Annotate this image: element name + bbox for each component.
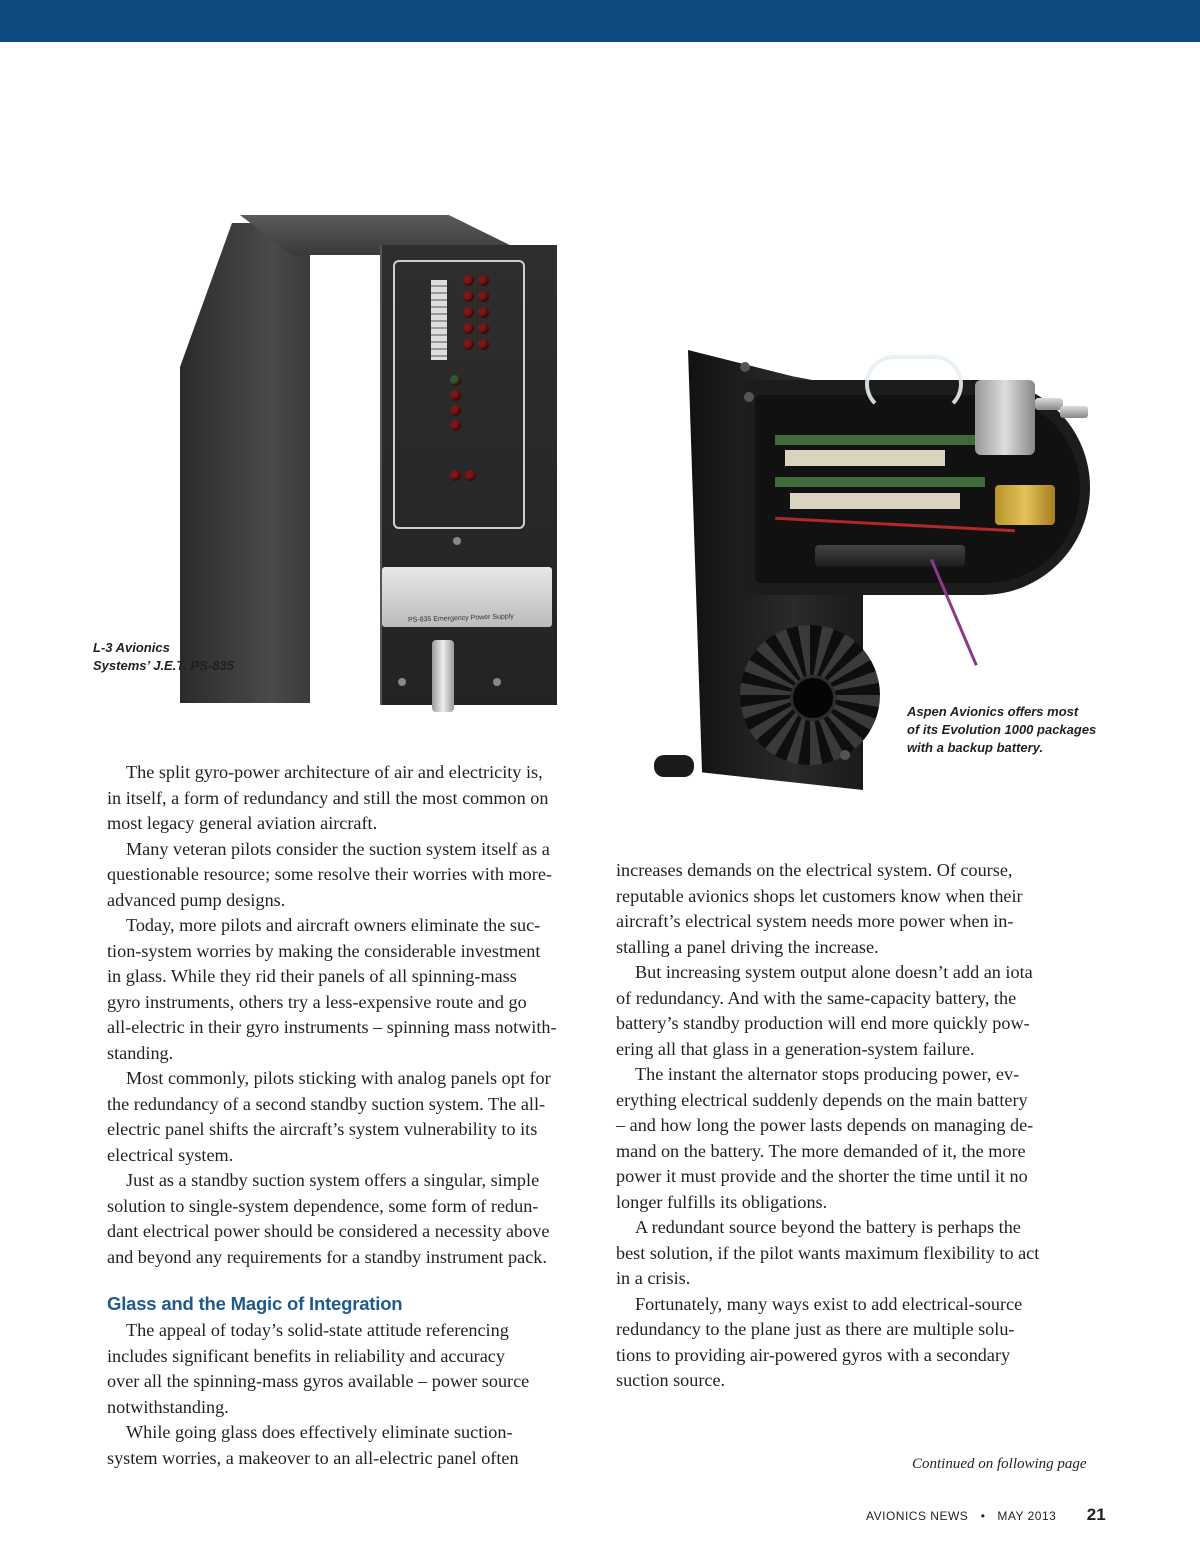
- mounting-bracket: [975, 380, 1035, 455]
- text-line: increases demands on the electrical system. Of course,: [616, 860, 1013, 880]
- backup-battery: [815, 545, 965, 567]
- caption-line: with a backup battery.: [907, 740, 1044, 755]
- voltage-led: [450, 405, 461, 416]
- circuit-board: [775, 477, 985, 487]
- text-line: includes significant benefits in reliability and accuracy: [107, 1345, 505, 1366]
- cell-led: [478, 339, 489, 350]
- text-line: Most commonly, pilots sticking with analog panels opt for: [126, 1068, 551, 1088]
- wire: [775, 517, 1015, 533]
- cell-led: [463, 275, 474, 286]
- text-line: longer fulfills its obligations.: [616, 1191, 828, 1212]
- knob-center: [790, 675, 836, 721]
- screw-icon: [398, 678, 406, 686]
- text-line: tions to providing air-powered gyros with a secondary: [616, 1344, 1011, 1365]
- text-line: best solution, if the pilot wants maximum flexibility to act: [616, 1242, 1040, 1263]
- footer-separator: •: [980, 1509, 985, 1523]
- heater-led: [450, 470, 461, 481]
- circuit-card: [790, 493, 960, 509]
- unit-side-panel: [180, 223, 310, 703]
- text-line: power it must provide and the shorter the time until it no: [616, 1166, 1028, 1186]
- text-line: – and how long the power lasts depends on managing de-: [616, 1115, 1034, 1135]
- gold-connector: [995, 485, 1055, 525]
- text-line: advanced pump designs.: [107, 889, 286, 910]
- circuit-board: [775, 435, 975, 445]
- text-line: The instant the alternator stops producing power, ev-: [635, 1064, 1020, 1084]
- cell-led: [478, 307, 489, 318]
- screw-icon: [453, 537, 461, 545]
- text-line: system worries, a makeover to an all-electric panel often: [107, 1447, 519, 1468]
- text-line: dant electrical power should be considered a necessity above: [107, 1221, 550, 1241]
- text-line: notwithstanding.: [107, 1396, 229, 1417]
- text-line: A redundant source beyond the battery is perhaps the: [635, 1217, 1021, 1237]
- text-line: Just as a standby suction system offers a singular, simple: [126, 1170, 540, 1190]
- text-line: Many veteran pilots consider the suction system itself as a: [126, 838, 550, 859]
- text-line: electric panel shifts the aircraft’s system vulnerability to its: [107, 1119, 538, 1139]
- aspen-caption: [907, 703, 1096, 757]
- text-line: in itself, a form of redundancy and still the most common on: [107, 787, 549, 808]
- caption-line: Systems’ J.E.T. PS-835: [93, 658, 234, 673]
- text-line: most legacy general aviation aircraft.: [107, 813, 378, 833]
- top-banner-bar: [0, 0, 1200, 42]
- screw-icon: [740, 362, 750, 372]
- text-line: questionable resource; some resolve their worries with more-: [107, 864, 552, 884]
- mounting-clamp: [432, 640, 454, 712]
- text-line: the redundancy of a second standby suction system. The all-: [107, 1093, 546, 1114]
- pneumatic-fitting: [1060, 406, 1088, 418]
- text-line: Today, more pilots and aircraft owners eliminate the suc-: [126, 915, 541, 935]
- cell-led: [463, 339, 474, 350]
- text-line: in a crisis.: [616, 1268, 691, 1288]
- text-line: suction source.: [616, 1370, 726, 1390]
- text-line: Fortunately, many ways exist to add electrical-source: [635, 1293, 1023, 1314]
- cell-led: [463, 291, 474, 302]
- section-heading: Glass and the Magic of Integration: [107, 1293, 403, 1314]
- text-line: solution to single-system dependence, some form of redun-: [107, 1195, 539, 1216]
- text-line: electrical system.: [107, 1144, 234, 1165]
- pneumatic-tubing: [865, 355, 963, 413]
- circuit-card: [785, 450, 945, 466]
- text-line: The split gyro-power architecture of air and electricity is,: [126, 762, 543, 782]
- screw-icon: [493, 678, 501, 686]
- text-line: mand on the battery. The more demanded of it, the more: [616, 1140, 1026, 1161]
- heater-led: [465, 470, 476, 481]
- caption-line: of its Evolution 1000 packages: [907, 722, 1097, 737]
- voltage-led: [450, 420, 461, 431]
- text-line: of redundancy. And with the same-capacity battery, the: [616, 987, 1017, 1008]
- ps835-caption: [93, 639, 234, 675]
- text-line: But increasing system output alone doesn’t add an iota: [635, 962, 1033, 982]
- caption-line: Aspen Avionics offers most: [907, 704, 1079, 719]
- text-line: ering all that glass in a generation-system failure.: [616, 1038, 975, 1059]
- text-line: battery’s standby production will end more quickly pow-: [616, 1013, 1030, 1033]
- text-line: gyro instruments, others try a less-expensive route and go: [107, 991, 527, 1012]
- charging-led: [450, 375, 461, 386]
- cell-led: [478, 323, 489, 334]
- text-line: aircraft’s electrical system needs more power when in-: [616, 911, 1014, 931]
- text-line: stalling a panel driving the increase.: [616, 936, 879, 957]
- cell-test-display: [431, 280, 447, 360]
- text-line: erything electrical suddenly depends on the main battery: [616, 1089, 1028, 1110]
- text-line: The appeal of today’s solid-state attitude referencing: [126, 1320, 509, 1340]
- pneumatic-fitting: [1035, 398, 1063, 410]
- cell-led: [478, 275, 489, 286]
- text-line: all-electric in their gyro instruments – spinning mass notwith-: [107, 1017, 557, 1037]
- left-column-text: [107, 760, 587, 1270]
- ps835-label-text: PS-835 Emergency Power Supply: [407, 613, 514, 624]
- cell-led: [463, 307, 474, 318]
- text-line: over all the spinning-mass gyros available – power source: [107, 1371, 530, 1391]
- text-line: standing.: [107, 1042, 174, 1063]
- text-line: reputable avionics shops let customers know when their: [616, 885, 1023, 906]
- screw-icon: [744, 392, 754, 402]
- bezel-knob-stub: [654, 755, 694, 777]
- text-line: While going glass does effectively eliminate suction-: [126, 1422, 513, 1442]
- caption-line: L-3 Avionics: [93, 640, 170, 655]
- text-line: tion-system worries by making the considerable investment: [107, 940, 541, 961]
- text-line: and beyond any requirements for a standby instrument pack.: [107, 1246, 547, 1267]
- left-column-text-2: [107, 1318, 587, 1471]
- text-line: redundancy to the plane just as there are multiple solu-: [616, 1319, 1015, 1339]
- page-number: 21: [1086, 1505, 1106, 1524]
- voltage-led: [450, 390, 461, 401]
- publication-name: AVIONICS NEWS: [866, 1509, 969, 1523]
- page-footer: [866, 1505, 1106, 1525]
- issue-date: MAY 2013: [997, 1509, 1057, 1523]
- text-line: in glass. While they rid their panels of all spinning-mass: [107, 966, 517, 986]
- right-column-text: [616, 858, 1096, 1394]
- cell-led: [478, 291, 489, 302]
- cell-led: [463, 323, 474, 334]
- continued-note: Continued on following page: [912, 1456, 1087, 1472]
- screw-icon: [840, 750, 850, 760]
